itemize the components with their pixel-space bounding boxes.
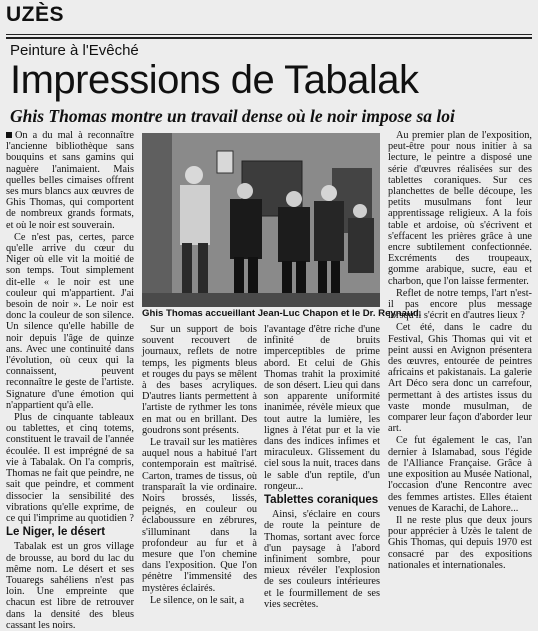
paragraph: Il ne reste plus que deux jours pour apprécier à Uzès le talent de Ghis Thomas, qui depuis 1970 est consacré par des expositions nationales et internationales. bbox=[388, 514, 532, 571]
kicker: Peinture à l'Evêché bbox=[10, 42, 139, 59]
paragraph: Tabalak est un gros village de brousse, au bord du lac du même nom. Le désert et ses Touaregs sahéliens n'est pas loin. Une empreinte que chacun est libre de retrouver dans la densité des bleus cassant les noirs. bbox=[6, 541, 134, 631]
headline: Impressions de Tabalak bbox=[10, 58, 419, 102]
section-title: UZÈS bbox=[6, 3, 65, 26]
paragraph: Cet été, dans le cadre du Festival, Ghis Thomas qui vit et peint aussi en Avignon présentera des œuvres, entourée de peintres africains et pakistanais. La galerie Art Déco sera donc un carrefour, permettant à des artistes issus du vaste monde musulman, de comparer leur façon d'aborder leur art. bbox=[388, 322, 532, 435]
paragraph: Le silence, on le sait, a bbox=[150, 594, 245, 606]
paragraph: Le travail sur les matières auquel nous a habitué l'art contemporain est maîtrisé. Carton, trames de tissus, où transparaît la vie ordinaire. Noirs brossés, lissés, peignés, en couleur ou éclaboussure en zébrures, s'illuminant dans la profondeur au fur et à mesure que l'on chemine dans l'exposition. Que l'on pénètre l'immensité des mystères éclairés. bbox=[142, 437, 257, 594]
subheading: Le Niger, le désert bbox=[6, 526, 106, 539]
photo bbox=[142, 133, 380, 307]
paragraph: Ainsi, s'éclaire en cours de route la peinture de Thomas, sortant avec force d'un paysage à l'abord infiniment sombre, pour mieux révéler l'explosion de ses couleurs intérieures et le fourmillement de ses vies secrètes. bbox=[264, 509, 380, 610]
paragraph: Ce fut également le cas, l'an dernier à Islamabad, sous l'égide de l'Alliance Française. Grâce à une exposition au Musée National, l'occasion d'une Rencontre avec des femmes artistes. Elles étaient venues de Karachi, de Lahore... bbox=[388, 435, 532, 514]
paragraph: Reflet de notre temps, l'art n'est-il pas encore plus message lorsqu'il s'écrit en d'autres lieux ? bbox=[388, 287, 532, 322]
top-rule-thick bbox=[6, 37, 532, 39]
column-3 bbox=[264, 324, 380, 610]
column-1 bbox=[6, 130, 134, 631]
subhead: Ghis Thomas montre un travail dense où le noir impose sa loi bbox=[10, 106, 455, 126]
bullet-icon bbox=[6, 132, 12, 138]
column-2 bbox=[142, 324, 257, 606]
subheading: Tablettes coraniques bbox=[264, 494, 379, 507]
photo-caption: Ghis Thomas accueillant Jean-Luc Chapon et le Dr. Reynaud. bbox=[142, 308, 422, 319]
paragraph: l'avantage d'être riche d'une infinité de bruits imperceptibles de prime abord. Et celui de Ghis Thomas trahit la proximité de son désert. Lieu qui dans son apparente uniformité inanimée, révèle mieux que tout autre la lumière, les lignes à l'état pur et la vie dans des indices infimes et miraculeux. Glissement du ciel sous la nuit, traces dans le sable d'un reptile, d'un rongeur... bbox=[264, 324, 380, 492]
top-rule bbox=[6, 34, 532, 35]
photo-illustration bbox=[142, 133, 380, 307]
paragraph: Au premier plan de l'exposition, peut-être pour nous initier à sa lecture, le peintre a disposé une série d'œuvres réalisées sur des tablettes coraniques. Sur ces planchettes de belle découpe, les petits musulmans font leur apprentissage religieux. A la fois table et ardoise, où s'écrivent et s'effacent les prières grâce à une encre subtilement confectionnée. Excréments des troupeaux, gomme arabique, sucre, eau et charbon, que l'on laisse fermenter. bbox=[388, 130, 532, 287]
paragraph: On a du mal à reconnaître l'ancienne bibliothèque sans bouquins et sans gamins qui naguère l'animaient. Mais quelles belles cimaises offrent ses murs blancs aux œuvres de Ghis Thomas, qui comportent de nombreux grands formats, et où le noir est souverain. bbox=[6, 130, 134, 231]
paragraph: Sur un support de bois souvent recouvert de journaux, reflets de notre temps, les pigments bleus et rouges du pays se mêlent à des bases acryliques. D'autres liants permettent à l'artiste de rythmer les tons en mat ou en brillant. Des goudrons sont présents. bbox=[142, 324, 257, 436]
column-4 bbox=[388, 130, 532, 571]
paragraph: Plus de cinquante tableaux ou tablettes, et cinq totems, constituent le travail de l'année écoulée. Il est imprégné de sa vie à Tabalak. On l'a compris, Thomas ne fait que peindre, ne sait que peindre, et comment dissocier la sensibilité des vibrations qu'elle exprime, de ce qui l'imprime au quotidien ? bbox=[6, 412, 134, 524]
paragraph: Ce n'est pas, certes, parce qu'elle arrive du cœur du Niger où elle vit la moitié de son temps. Tout simplement dit-elle « le noir est une couleur qui m'appartient. J'ai besoin de noir ». Le noir est donc la couleur de son silence. Un silence qu'elle habille de noir depuis l'âge de quinze ans. Avec une continuité dans l'évolution, où ceux qui la connaissent, peuvent reconnaître le geste de l'artiste. Signature d'une émotion qui n'appartient qu'à elle. bbox=[6, 231, 134, 411]
